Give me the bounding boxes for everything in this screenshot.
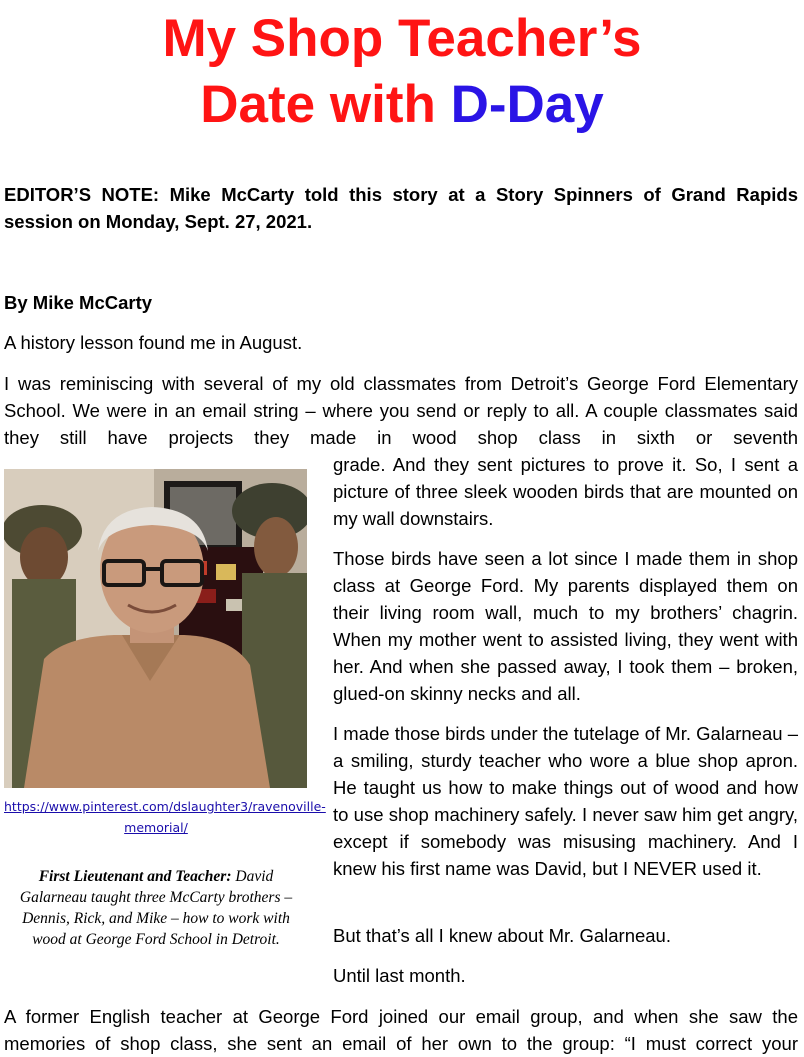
photo-caption-bold: First Lieutenant and Teacher: [38, 867, 232, 885]
teacher-photo [4, 469, 307, 788]
paragraph-5: But that’s all I knew about Mr. Galarneau. [333, 925, 671, 946]
paragraph-2-top: I was reminiscing with several of my old classmates from Detroit’s George Ford Elementary School. We were in an email string – where you send or reply to all. A couple classmates said they still have projects they made in wood shop class in sixth or seventh [4, 373, 798, 448]
photo-source-link[interactable]: https://www.pinterest.com/dslaughter3/ravenoville-memorial/ [4, 799, 326, 835]
paragraph-3: Those birds have seen a lot since I made them in shop class at George Ford. My parents displayed them on their living room wall, much to my brothers’ chagrin. When my mother went to assisted living, they went with her. And when she passed away, I took them – broken, glued-on skinny necks and all. [333, 548, 798, 704]
paragraph-7: A former English teacher at George Ford joined our email group, and when she saw the memories of shop class, she sent an email of her own to the group: “I must correct your [4, 1006, 798, 1054]
editor-note: EDITOR’S NOTE: Mike McCarty told this story at a Story Spinners of Grand Rapids session on Monday, Sept. 27, 2021. [4, 184, 798, 232]
paragraph-4: I made those birds under the tutelage of Mr. Galarneau – a smiling, sturdy teacher who wore a blue shop apron. He taught us how to make things out of wood and how to use shop machinery safely. I never saw him get angry, except if somebody was misusing machinery. And I knew his first name was David, but I NEVER used it. [333, 723, 798, 879]
photo-caption [4, 866, 308, 950]
paragraph-2-side: grade. And they sent pictures to prove it. So, I sent a picture of three sleek wooden birds that are mounted on my wall downstairs. [333, 454, 798, 529]
title-d-day: D-Day [450, 75, 604, 134]
page-title [0, 6, 804, 138]
teacher-photo-image [4, 469, 307, 788]
title-line-2: Date with [200, 75, 451, 134]
title-line-1: My Shop Teacher’s [162, 9, 642, 68]
paragraph-1: A history lesson found me in August. [4, 332, 303, 353]
photo-caption-text: David Galarneau taught three McCarty brothers – Dennis, Rick, and Mike – how to work with wood at George Ford School in Detroit. [19, 867, 293, 948]
byline: By Mike McCarty [4, 292, 153, 313]
paragraph-6: Until last month. [333, 965, 466, 986]
